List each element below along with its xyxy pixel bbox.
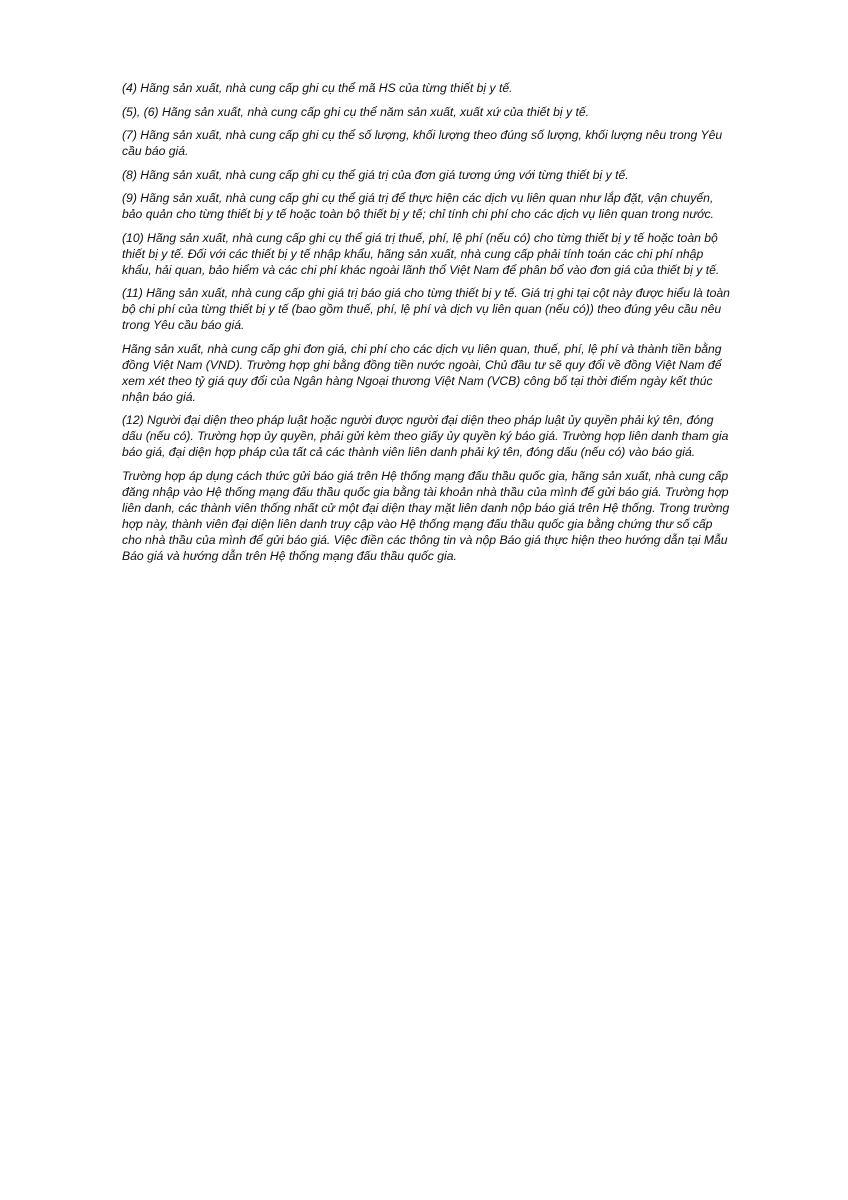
note-quantity: (7) Hãng sản xuất, nhà cung cấp ghi cụ thể số lượng, khối lượng theo đúng số lượng, khối lượng nêu trong Yêu cầu báo giá. (122, 128, 723, 158)
note-online-submission: Trường hợp áp dụng cách thức gửi báo giá trên Hệ thống mạng đấu thầu quốc gia, hãng sản xuất, nhà cung cấp đăng nhập vào Hệ thống mạng đấu thầu quốc gia bằng tài khoản nhà thầu của mình để gửi báo giá. Trường hợp liên danh, các thành viên thống nhất cử một đại diện thay mặt liên danh nộp báo giá trên Hệ thống. Trong trường hợp này, thành viên đại diện liên danh truy cập vào Hệ thống mạng đấu thầu quốc gia bằng chứng thư số cấp cho nhà thầu của mình để gửi báo giá. Việc điền các thông tin và nộp Báo giá thực hiện theo hướng dẫn tại Mẫu Báo giá và hướng dẫn trên Hệ thống mạng đấu thầu quốc gia. (122, 468, 730, 563)
note-hs-code: (4) Hãng sản xuất, nhà cung cấp ghi cụ thể mã HS của từng thiết bị y tế. (122, 81, 513, 95)
note-taxes-fees: (10) Hãng sản xuất, nhà cung cấp ghi cụ thể giá trị thuế, phí, lệ phí (nếu có) cho từng thiết bị y tế hoặc toàn bộ thiết bị y tế. Đối với các thiết bị y tế nhập khẩu, hãng sản xuất, nhà cung cấp phải tính toán các chi phí nhập khẩu, hải quan, bảo hiểm và các chi phí khác ngoài lãnh thổ Việt Nam để phân bổ vào đơn giá của thiết bị y tế. (122, 230, 720, 277)
note-signature: (12) Người đại diện theo pháp luật hoặc người được người đại diện theo pháp luật ủy quyền phải ký tên, đóng dấu (nếu có). Trường hợp ủy quyền, phải gửi kèm theo giấy ủy quyền ký báo giá. Trường hợp liên danh tham gia báo giá, đại diện hợp pháp của tất cả các thành viên liên danh phải ký tên, đóng dấu (nếu có) vào báo giá. (122, 413, 729, 459)
note-year-origin: (5), (6) Hãng sản xuất, nhà cung cấp ghi cụ thể năm sản xuất, xuất xứ của thiết bị y tế. (122, 104, 590, 119)
note-currency: Hãng sản xuất, nhà cung cấp ghi đơn giá, chi phí cho các dịch vụ liên quan, thuế, phí, lệ phí và thành tiền bằng đồng Việt Nam (VND). Trường hợp ghi bằng đồng tiền nước ngoài, Chủ đầu tư sẽ quy đổi về đồng Việt Nam để xem xét theo tỷ giá quy đổi của Ngân hàng Ngoại thương Việt Nam (VCB) công bố tại thời điểm ngày kết thúc nhận báo giá. (122, 341, 722, 404)
note-unit-price: (8) Hãng sản xuất, nhà cung cấp ghi cụ thể giá trị của đơn giá tương ứng với từng thiết bị y tế. (122, 167, 629, 182)
note-quote-value: (11) Hãng sản xuất, nhà cung cấp ghi giá trị báo giá cho từng thiết bị y tế. Giá trị ghi tại cột này được hiểu là toàn bộ chi phí của từng thiết bị y tế (bao gồm thuế, phí, lệ phí và dịch vụ liên quan (nếu có)) theo đúng yêu cầu nêu trong Yêu cầu báo giá. (122, 286, 730, 332)
notes-section (122, 80, 762, 571)
note-related-services: (9) Hãng sản xuất, nhà cung cấp ghi cụ thể giá trị để thực hiện các dịch vụ liên quan như lắp đặt, vận chuyển, bảo quản cho từng thiết bị y tế hoặc toàn bộ thiết bị y tế; chỉ tính chi phí cho các dịch vụ liên quan trong nước. (122, 191, 714, 221)
